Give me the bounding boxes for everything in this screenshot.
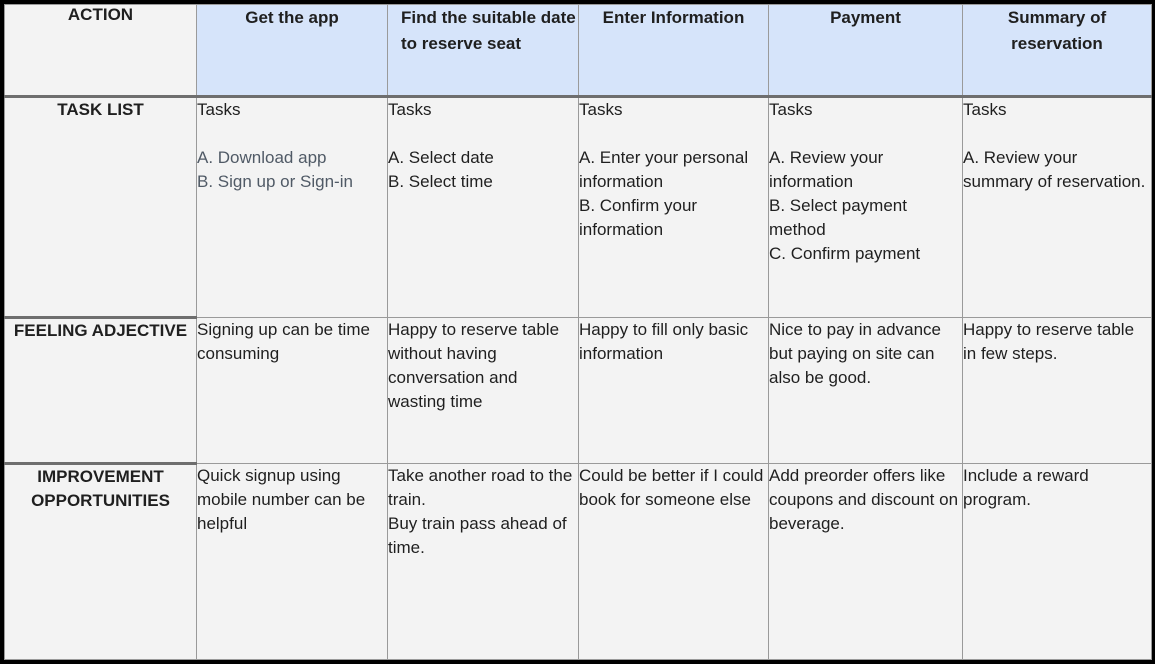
task-item: A. Download app (197, 148, 327, 167)
feeling-cell-find-date: Happy to reserve table without having conversation and wasting time (388, 318, 579, 464)
improvement-cell-get-app (197, 464, 388, 660)
task-cell-get-app (197, 97, 388, 318)
improvement-cell-payment (769, 464, 963, 660)
row-label-line: OPPORTUNITIES (31, 491, 170, 510)
task-item: B. Sign up or Sign-in (197, 172, 353, 191)
tasks-heading: Tasks (388, 100, 432, 119)
task-cell-payment (769, 97, 963, 318)
corner-label: ACTION (5, 5, 197, 97)
phase-header-enter-info: Enter Information (579, 5, 769, 97)
phase-header-summary: Summary of reservation (963, 5, 1152, 97)
task-cell-find-date (388, 97, 579, 318)
improvement-item: Take another road to the train. (388, 466, 573, 509)
feeling-cell-get-app: Signing up can be time consuming (197, 318, 388, 464)
task-item: C. Confirm payment (769, 244, 921, 263)
phase-header-payment: Payment (769, 5, 963, 97)
improvement-cell-find-date (388, 464, 579, 660)
task-cell-summary (963, 97, 1152, 318)
journey-table (4, 4, 1152, 660)
task-cell-enter-info (579, 97, 769, 318)
feeling-row (5, 318, 1152, 464)
tasks-heading: Tasks (769, 100, 813, 119)
improvement-item: Could be better if I could book for someone else (579, 466, 764, 509)
row-label-improvement (5, 464, 197, 660)
improvement-cell-summary (963, 464, 1152, 660)
task-item: A. Enter your personal information (579, 148, 749, 191)
task-item: A. Review your information (769, 148, 884, 191)
row-label-line: IMPROVEMENT (37, 467, 164, 486)
feeling-cell-payment: Nice to pay in advance but paying on site can also be good. (769, 318, 963, 464)
task-item: B. Confirm your information (579, 196, 698, 239)
task-item: B. Select payment method (769, 196, 907, 239)
journey-map (4, 4, 1151, 659)
tasks-heading: Tasks (963, 100, 1007, 119)
row-label-feeling: FEELING ADJECTIVE (5, 318, 197, 464)
header-row (5, 5, 1152, 97)
task-item: B. Select time (388, 172, 493, 191)
feeling-cell-enter-info: Happy to fill only basic information (579, 318, 769, 464)
task-item: A. Select date (388, 148, 494, 167)
improvement-item: Include a reward program. (963, 466, 1089, 509)
improvement-cell-enter-info (579, 464, 769, 660)
tasks-heading: Tasks (579, 100, 623, 119)
task-list-row (5, 97, 1152, 318)
improvement-item: Buy train pass ahead of time. (388, 514, 567, 557)
phase-header-find-date: Find the suitable date to reserve seat (388, 5, 579, 97)
improvement-item: Quick signup using mobile number can be helpful (197, 466, 366, 533)
improvement-item: Add preorder offers like coupons and discount on beverage. (769, 466, 959, 533)
improvement-row (5, 464, 1152, 660)
tasks-heading: Tasks (197, 100, 241, 119)
task-item: A. Review your summary of reservation. (963, 148, 1146, 191)
phase-header-get-app: Get the app (197, 5, 388, 97)
feeling-cell-summary: Happy to reserve table in few steps. (963, 318, 1152, 464)
row-label-task-list: TASK LIST (5, 97, 197, 318)
